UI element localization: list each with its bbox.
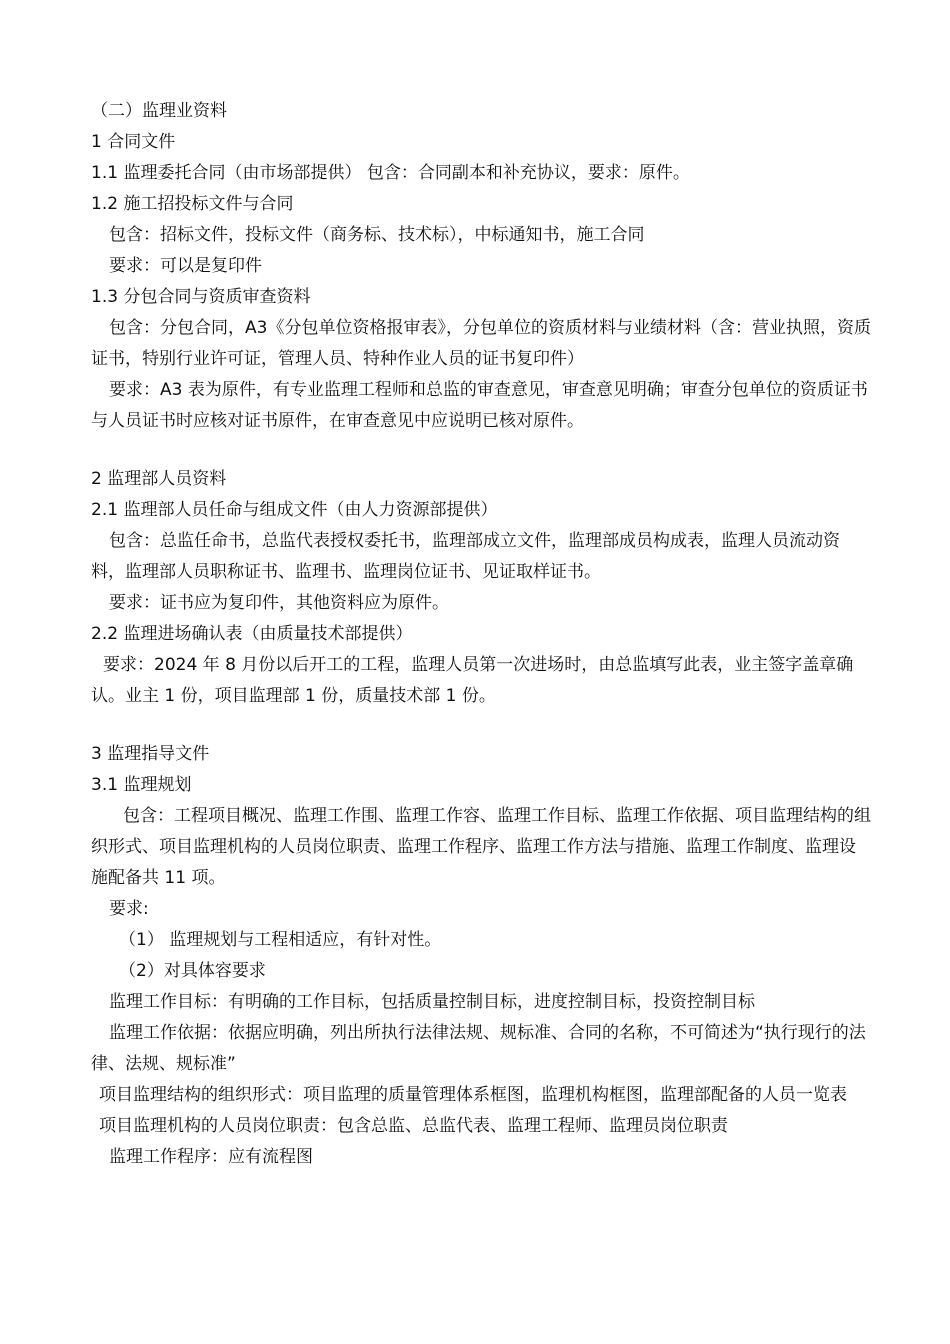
staff-duties-text: 项目监理机构的人员岗位职责：包含总监、总监代表、监理工程师、监理员岗位职责 — [99, 1116, 728, 1136]
section-1-3-title: 1.3 分包合同与资质审查资料 — [91, 287, 311, 307]
section-3-title: 3 监理指导文件 — [91, 744, 210, 764]
requirement-2: （2）对具体容要求 — [119, 961, 266, 981]
work-procedure-text: 监理工作程序：应有流程图 — [109, 1147, 313, 1167]
section-2-title: 2 监理部人员资料 — [91, 469, 227, 489]
work-goal-text: 监理工作目标：有明确的工作目标，包括质量控制目标，进度控制目标，投资控制目标 — [109, 992, 755, 1012]
work-basis-text: 监理工作依据：依据应明确，列出所执行法律法规、规标准、合同的名称，不可简述为“执行现行的法律、法规、规标准” — [91, 1023, 866, 1074]
document-heading: （二）监理业资料 — [91, 101, 227, 121]
section-1-2-title: 1.2 施工招投标文件与合同 — [91, 194, 294, 214]
section-1-3-require: 要求：A3 表为原件，有专业监理工程师和总监的审查意见，审查意见明确；审查分包单位的资质证书与人员证书时应核对证书原件，在审查意见中应说明已核对原件。 — [91, 380, 868, 431]
section-1-2-require: 要求：可以是复印件 — [109, 256, 262, 276]
section-3-1-require: 要求: — [109, 899, 149, 919]
org-structure-text: 项目监理结构的组织形式：项目监理的质量管理体系框图，监理机构框图，监理部配备的人员一览表 — [99, 1085, 847, 1105]
section-2-1-require: 要求：证书应为复印件，其他资料应为原件。 — [109, 593, 449, 613]
section-1-1-text: 1.1 监理委托合同（由市场部提供） 包含：合同副本和补充协议，要求：原件。 — [91, 163, 690, 183]
paragraph-spacer — [91, 712, 871, 739]
section-2-1-title: 2.1 监理部人员任命与组成文件（由人力资源部提供） — [91, 500, 498, 520]
requirement-1: （1） 监理规划与工程相适应，有针对性。 — [119, 930, 442, 950]
section-1-title: 1 合同文件 — [91, 132, 176, 152]
section-2-1-include: 包含：总监任命书，总监代表授权委托书，监理部成立文件，监理部成员构成表，监理人员流动资料，监理部人员职称证书、监理书、监理岗位证书、见证取样证书。 — [91, 531, 840, 582]
section-3-1-title: 3.1 监理规划 — [91, 775, 192, 795]
section-3-1-include: 包含：工程项目概况、监理工作围、监理工作容、监理工作目标、监理工作依据、项目监理结构的组织形式、项目监理机构的人员岗位职责、监理工作程序、监理工作方法与措施、监理工作制度、监理设施配备共 11 项。 — [91, 806, 871, 888]
section-2-2-title: 2.2 监理进场确认表（由质量技术部提供） — [91, 624, 413, 644]
paragraph-spacer — [91, 437, 871, 464]
section-2-2-require: 要求：2024 年 8 月份以后开工的工程，监理人员第一次进场时，由总监填写此表，业主签字盖章确认。业主 1 份，项目监理部 1 份，质量技术部 1 份。 — [91, 655, 854, 706]
section-1-3-include: 包含：分包合同，A3《分包单位资格报审表》，分包单位的资质材料与业绩材料（含：营业执照，资质证书，特别行业许可证，管理人员、特种作业人员的证书复印件） — [91, 318, 871, 369]
section-1-2-include: 包含：招标文件，投标文件（商务标、技术标），中标通知书，施工合同 — [109, 225, 645, 245]
document-page — [91, 96, 871, 1173]
